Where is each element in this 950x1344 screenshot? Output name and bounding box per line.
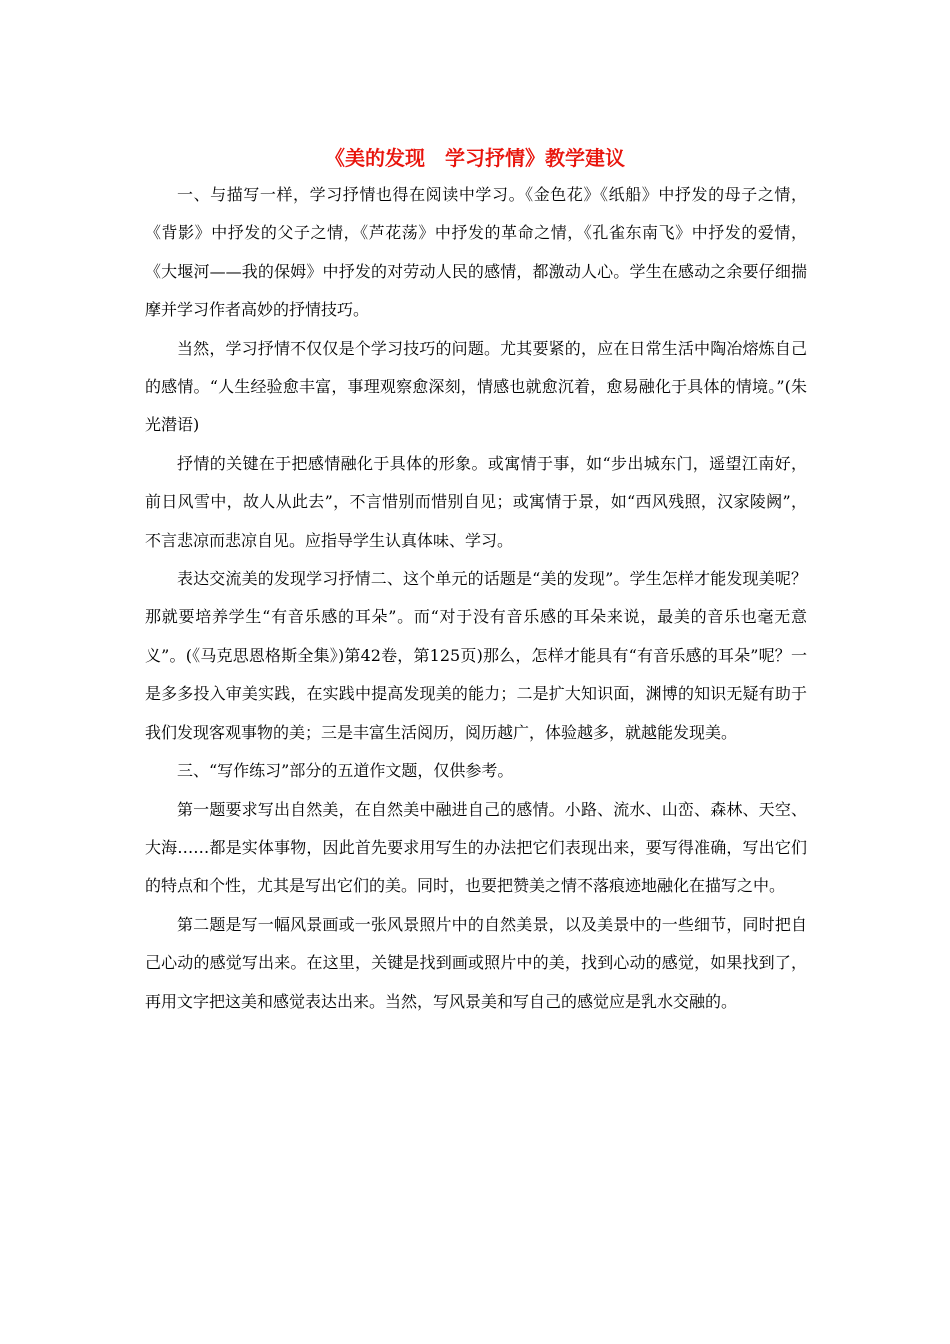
document-body	[145, 176, 807, 1021]
paragraph-6: 第一题要求写出自然美，在自然美中融进自己的感情。小路、流水、山峦、森林、天空、大海……都是实体事物，因此首先要求用写生的办法把它们表现出来，要写得准确，写出它们的特点和个性，尤其是写出它们的美。同时，也要把赞美之情不落痕迹地融化在描写之中。	[145, 799, 807, 896]
paragraph-2: 当然，学习抒情不仅仅是个学习技巧的问题。尤其要紧的，应在日常生活中陶冶熔炼自己的感情。“人生经验愈丰富，事理观察愈深刻，情感也就愈沉着，愈易融化于具体的情境。”(朱光潜语)	[145, 338, 807, 435]
document-title: 《美的发现 学习抒情》教学建议	[325, 146, 625, 170]
paragraph-4: 表达交流美的发现学习抒情二、这个单元的话题是“美的发现”。学生怎样才能发现美呢？那就要培养学生“有音乐感的耳朵”。而“对于没有音乐感的耳朵来说，最美的音乐也毫无意义”。(《马克思恩格斯全集》)第42卷，第125页)那么，怎样才能具有“有音乐感的耳朵”呢？一是多多投入审美实践，在实践中提高发现美的能力；二是扩大知识面，渊博的知识无疑有助于我们发现客观事物的美；三是丰富生活阅历，阅历越广，体验越多，就越能发现美。	[145, 569, 807, 742]
paragraph-3: 抒情的关键在于把感情融化于具体的形象。或寓情于事，如“步出城东门，遥望江南好，前日风雪中，故人从此去”，不言惜别而惜别自见；或寓情于景，如“西风残照，汉家陵阙”，不言悲凉而悲凉自见。应指导学生认真体味、学习。	[145, 453, 807, 550]
paragraph-7: 第二题是写一幅风景画或一张风景照片中的自然美景，以及美景中的一些细节，同时把自己心动的感觉写出来。在这里，关键是找到画或照片中的美，找到心动的感觉，如果找到了，再用文字把这美和感觉表达出来。当然，写风景美和写自己的感觉应是乳水交融的。	[145, 914, 807, 1011]
paragraph-1: 一、与描写一样，学习抒情也得在阅读中学习。《金色花》《纸船》中抒发的母子之情，《背影》中抒发的父子之情，《芦花荡》中抒发的革命之情，《孔雀东南飞》中抒发的爱情，《大堰河——我的保姆》中抒发的对劳动人民的感情，都激动人心。学生在感动之余要仔细揣摩并学习作者高妙的抒情技巧。	[145, 185, 807, 320]
paragraph-5: 三、“写作练习”部分的五道作文题，仅供参考。	[177, 761, 514, 781]
